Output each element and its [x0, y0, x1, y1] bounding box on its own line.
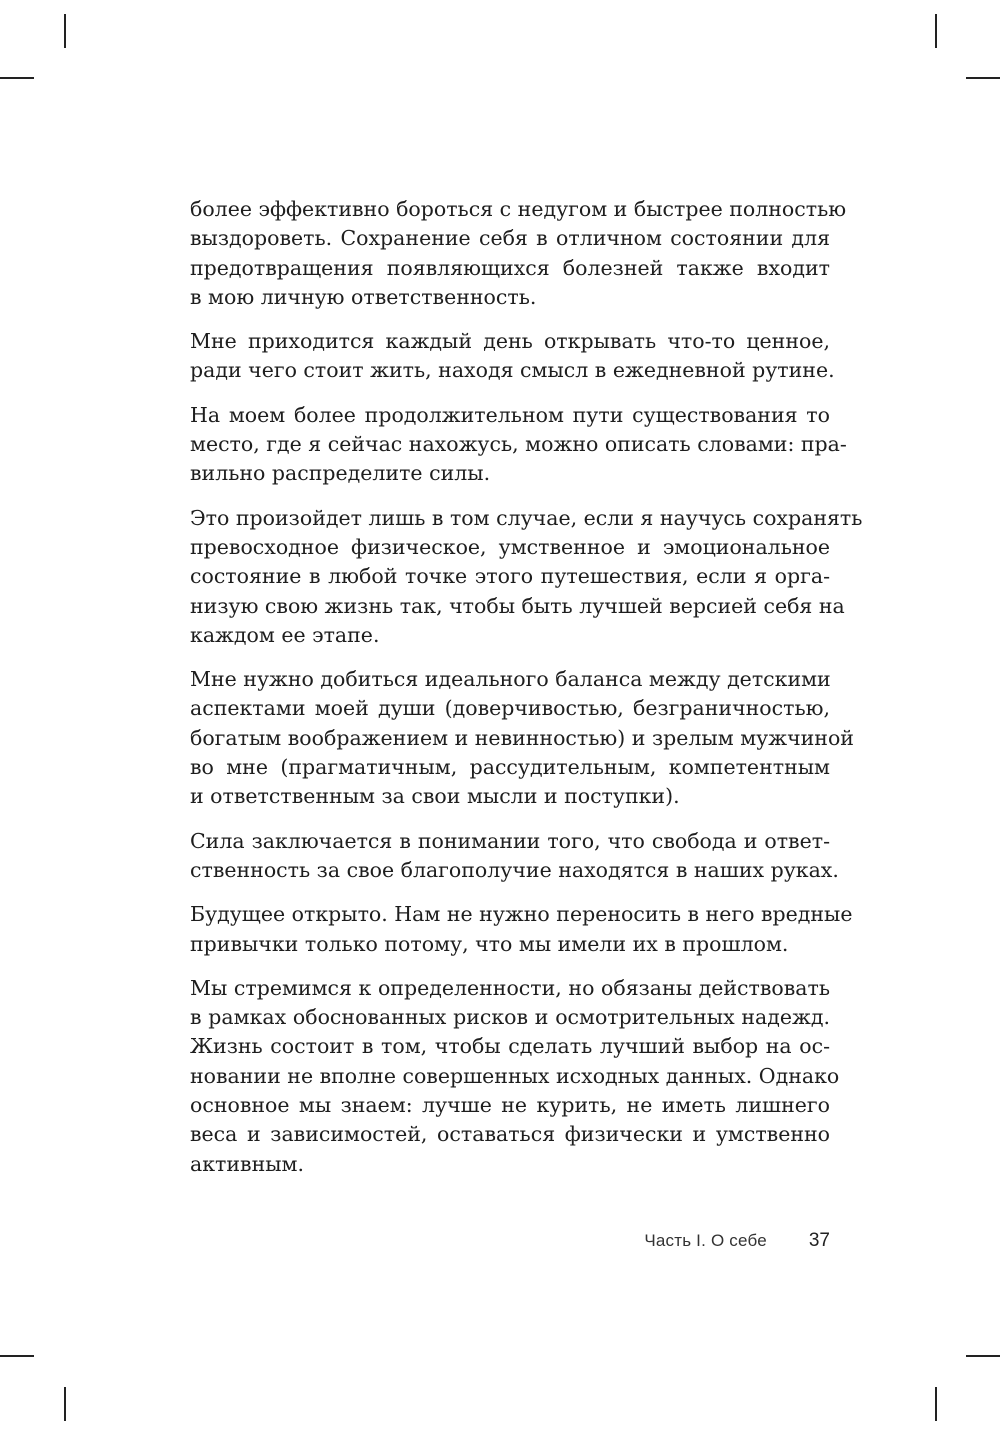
paragraph — [190, 827, 839, 886]
text-line: в рамках обоснованных рисков и осмотрительных надежд. — [190, 1005, 830, 1030]
text-line: веса и зависимостей, оставаться физически и умственно — [190, 1122, 830, 1147]
text-line: аспектами моей души (доверчивостью, безграничностью, — [190, 696, 830, 721]
paragraph — [190, 504, 863, 650]
paragraph — [190, 665, 854, 811]
running-head: Часть I. О себе — [644, 1231, 767, 1250]
paragraph — [190, 195, 847, 312]
text-line: в мою личную ответственность. — [190, 284, 537, 309]
page-number: 37 — [808, 1230, 830, 1251]
text-line: богатым воображением и невинностью) и зрелым мужчиной — [190, 725, 854, 750]
text-line: ственность за свое благополучие находятся в наших руках. — [190, 857, 839, 882]
paragraph — [190, 900, 853, 959]
text-line: новании не вполне совершенных исходных данных. Однако — [190, 1063, 840, 1088]
text-line: основное мы знаем: лучше не курить, не иметь лишнего — [190, 1093, 830, 1118]
text-line: и ответственным за свои мысли и поступки). — [190, 784, 680, 809]
paragraph — [190, 401, 847, 489]
text-line: вильно распределите силы. — [190, 461, 491, 486]
crop-mark-bottom-left-horizontal — [0, 1355, 34, 1357]
text-line: выздороветь. Сохранение себя в отличном состоянии для — [190, 226, 830, 251]
page-footer — [644, 1230, 830, 1252]
text-line: привычки только потому, что мы имели их в прошлом. — [190, 931, 789, 956]
paragraph — [190, 327, 835, 386]
text-line: во мне (прагматичным, рассудительным, компетентным — [190, 755, 830, 780]
text-line: Жизнь состоит в том, чтобы сделать лучший выбор на ос- — [190, 1034, 830, 1059]
crop-mark-bottom-right-horizontal — [966, 1355, 1000, 1357]
crop-mark-top-right-vertical — [935, 14, 937, 48]
paragraph — [190, 974, 840, 1179]
crop-mark-bottom-right-vertical — [935, 1387, 937, 1421]
text-line: активным. — [190, 1151, 305, 1176]
text-line: ради чего стоит жить, находя смысл в ежедневной рутине. — [190, 358, 835, 383]
crop-mark-bottom-left-vertical — [64, 1387, 66, 1421]
crop-mark-top-left-vertical — [64, 14, 66, 48]
crop-mark-top-left-horizontal — [0, 77, 34, 79]
text-line: каждом ее этапе. — [190, 622, 380, 647]
text-line: превосходное физическое, умственное и эмоциональное — [190, 534, 830, 559]
text-line: Будущее открыто. Нам не нужно переносить в него вредные — [190, 902, 853, 927]
text-line: предотвращения появляющихся болезней также входит — [190, 255, 830, 280]
text-line: более эффективно бороться с недугом и быстрее полностью — [190, 197, 847, 221]
text-line: Мы стремимся к определенности, но обязаны действовать — [190, 975, 830, 1000]
text-line: Сила заключается в понимании того, что свобода и ответ- — [190, 828, 830, 853]
text-line: место, где я сейчас нахожусь, можно описать словами: пра- — [190, 432, 847, 457]
text-line: На моем более продолжительном пути существования то — [190, 402, 830, 427]
crop-mark-top-right-horizontal — [966, 77, 1000, 79]
text-line: Мне приходится каждый день открывать что-то ценное, — [190, 329, 830, 354]
text-line: Мне нужно добиться идеального баланса между детскими — [190, 667, 831, 692]
body-text — [190, 195, 863, 1194]
text-line: низую свою жизнь так, чтобы быть лучшей версией себя на — [190, 593, 845, 618]
text-line: состояние в любой точке этого путешествия, если я орга- — [190, 564, 830, 589]
text-line: Это произойдет лишь в том случае, если я научусь сохранять — [190, 505, 863, 530]
